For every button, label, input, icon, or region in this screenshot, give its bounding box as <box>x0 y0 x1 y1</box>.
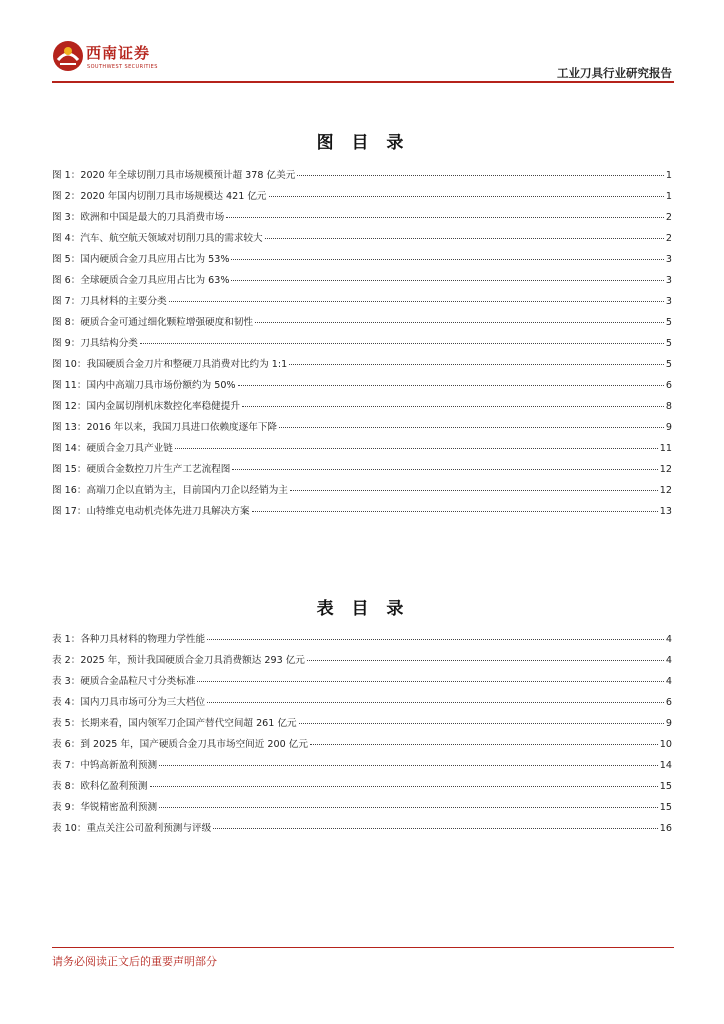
toc-entry[interactable] <box>52 251 672 272</box>
tables-toc-list <box>52 631 672 841</box>
toc-dot-leader <box>279 426 664 428</box>
toc-entry[interactable] <box>52 820 672 841</box>
toc-dot-leader <box>297 174 664 176</box>
toc-dot-leader <box>232 468 657 470</box>
toc-entry[interactable] <box>52 167 672 188</box>
toc-entry-page-number[interactable]: 4 <box>665 676 672 687</box>
toc-entry[interactable] <box>52 188 672 209</box>
toc-entry-page-number[interactable]: 12 <box>659 464 672 475</box>
toc-entry-page-number[interactable]: 9 <box>665 718 672 729</box>
toc-entry-page-number[interactable]: 2 <box>665 233 672 244</box>
toc-entry-page-number[interactable]: 4 <box>665 634 672 645</box>
toc-dot-leader <box>290 489 658 491</box>
toc-entry[interactable] <box>52 209 672 230</box>
toc-entry-page-number[interactable]: 10 <box>659 739 672 750</box>
toc-entry-label[interactable]: 图 8：硬质合金可通过细化颗粒增强硬度和韧性 <box>52 317 254 328</box>
toc-entry-label[interactable]: 表 5：长期来看，国内领军刀企国产替代空间超 261 亿元 <box>52 718 297 729</box>
toc-entry[interactable] <box>52 694 672 715</box>
toc-entry[interactable] <box>52 335 672 356</box>
toc-entry-label[interactable]: 表 8：欧科亿盈利预测 <box>52 781 148 792</box>
toc-entry-page-number[interactable]: 3 <box>665 296 672 307</box>
toc-entry-page-number[interactable]: 11 <box>659 443 672 454</box>
toc-dot-leader <box>299 722 664 724</box>
tables-toc-title: 表 目 录 <box>316 599 410 619</box>
toc-dot-leader <box>231 279 663 281</box>
toc-entry-page-number[interactable]: 12 <box>659 485 672 496</box>
toc-entry-page-number[interactable]: 3 <box>665 254 672 265</box>
toc-entry-label[interactable]: 图 10：我国硬质合金刀片和整硬刀具消费对比约为 1:1 <box>52 359 288 370</box>
toc-dot-leader <box>207 638 664 640</box>
toc-entry-page-number[interactable]: 2 <box>665 212 672 223</box>
toc-entry-page-number[interactable]: 5 <box>665 338 672 349</box>
toc-entry-label[interactable]: 表 2：2025 年，预计我国硬质合金刀具消费额达 293 亿元 <box>52 655 305 666</box>
toc-entry-label[interactable]: 图 2：2020 年国内切削刀具市场规模达 421 亿元 <box>52 191 267 202</box>
toc-entry-page-number[interactable]: 14 <box>659 760 672 771</box>
toc-dot-leader <box>269 195 664 197</box>
toc-dot-leader <box>226 216 664 218</box>
toc-entry-page-number[interactable]: 1 <box>665 191 672 202</box>
toc-entry[interactable] <box>52 778 672 799</box>
page-header <box>0 0 724 90</box>
toc-dot-leader <box>150 785 658 787</box>
toc-entry-label[interactable]: 图 15：硬质合金数控刀片生产工艺流程图 <box>52 464 231 475</box>
toc-dot-leader <box>175 447 658 449</box>
toc-entry[interactable] <box>52 398 672 419</box>
toc-entry-label[interactable]: 图 6：全球硬质合金刀具应用占比为 63% <box>52 275 230 286</box>
toc-entry[interactable] <box>52 419 672 440</box>
toc-entry[interactable] <box>52 293 672 314</box>
toc-entry[interactable] <box>52 631 672 652</box>
toc-entry-page-number[interactable]: 6 <box>665 697 672 708</box>
toc-entry[interactable] <box>52 757 672 778</box>
toc-entry[interactable] <box>52 314 672 335</box>
toc-entry[interactable] <box>52 377 672 398</box>
toc-entry-label[interactable]: 表 6：到 2025 年，国产硬质合金刀具市场空间近 200 亿元 <box>52 739 308 750</box>
logo-english-name: SOUTHWEST SECURITIES <box>87 64 158 70</box>
toc-dot-leader <box>213 827 658 829</box>
toc-entry-label[interactable]: 图 4：汽车、航空航天领域对切削刀具的需求较大 <box>52 233 263 244</box>
footer-disclaimer: 请务必阅读正文后的重要声明部分 <box>52 955 217 968</box>
toc-dot-leader <box>265 237 664 239</box>
toc-entry-label[interactable]: 表 1：各种刀具材料的物理力学性能 <box>52 634 206 645</box>
toc-entry-label[interactable]: 图 12：国内金属切削机床数控化率稳健提升 <box>52 401 240 412</box>
toc-entry-page-number[interactable]: 9 <box>665 422 672 433</box>
toc-dot-leader <box>159 806 658 808</box>
toc-entry[interactable] <box>52 503 672 524</box>
toc-dot-leader <box>307 659 664 661</box>
toc-entry-page-number[interactable]: 5 <box>665 359 672 370</box>
toc-entry-label[interactable]: 表 10：重点关注公司盈利预测与评级 <box>52 823 212 834</box>
toc-entry-label[interactable]: 图 17：山特维克电动机壳体先进刀具解决方案 <box>52 506 250 517</box>
toc-dot-leader <box>255 321 664 323</box>
figures-toc-title: 图 目 录 <box>316 133 410 153</box>
toc-entry-label[interactable]: 图 9：刀具结构分类 <box>52 338 138 349</box>
toc-dot-leader <box>140 342 664 344</box>
toc-entry[interactable] <box>52 799 672 820</box>
toc-dot-leader <box>310 743 658 745</box>
header-divider <box>52 81 674 83</box>
toc-entry-page-number[interactable]: 5 <box>665 317 672 328</box>
toc-dot-leader <box>231 258 663 260</box>
toc-entry-page-number[interactable]: 16 <box>659 823 672 834</box>
toc-entry-page-number[interactable]: 15 <box>659 781 672 792</box>
toc-entry-label[interactable]: 表 4：国内刀具市场可分为三大档位 <box>52 697 206 708</box>
toc-entry[interactable] <box>52 461 672 482</box>
toc-entry-label[interactable]: 图 7：刀具材料的主要分类 <box>52 296 167 307</box>
toc-entry[interactable] <box>52 652 672 673</box>
toc-entry-label[interactable]: 图 1：2020 年全球切削刀具市场规模预计超 378 亿美元 <box>52 170 296 181</box>
toc-entry[interactable] <box>52 272 672 293</box>
toc-entry[interactable] <box>52 736 672 757</box>
toc-entry-label[interactable]: 图 3：欧洲和中国是最大的刀具消费市场 <box>52 212 225 223</box>
toc-entry[interactable] <box>52 356 672 377</box>
toc-entry-page-number[interactable]: 3 <box>665 275 672 286</box>
report-type-title: 工业刀具行业研究报告 <box>557 66 672 80</box>
toc-entry-label[interactable]: 表 9：华锐精密盈利预测 <box>52 802 158 813</box>
logo-chinese-name: 西南证券 <box>86 44 151 62</box>
toc-entry-page-number[interactable]: 1 <box>665 170 672 181</box>
toc-dot-leader <box>289 363 664 365</box>
toc-dot-leader <box>238 384 664 386</box>
toc-entry-page-number[interactable]: 13 <box>659 506 672 517</box>
company-logo <box>52 40 162 76</box>
toc-entry-label[interactable]: 图 13：2016 年以来，我国刀具进口依赖度逐年下降 <box>52 422 278 433</box>
toc-entry[interactable] <box>52 440 672 461</box>
toc-dot-leader <box>169 300 664 302</box>
toc-entry[interactable] <box>52 482 672 503</box>
toc-entry-page-number[interactable]: 8 <box>665 401 672 412</box>
toc-entry-page-number[interactable]: 4 <box>665 655 672 666</box>
toc-entry[interactable] <box>52 715 672 736</box>
figures-toc-list <box>52 167 672 524</box>
toc-entry-label[interactable]: 表 7：中钨高新盈利预测 <box>52 760 158 771</box>
toc-entry-label[interactable]: 图 14：硬质合金刀具产业链 <box>52 443 173 454</box>
toc-dot-leader <box>207 701 664 703</box>
toc-entry-label[interactable]: 图 11：国内中高端刀具市场份额约为 50% <box>52 380 236 391</box>
toc-dot-leader <box>197 680 663 682</box>
toc-dot-leader <box>242 405 664 407</box>
toc-dot-leader <box>159 764 658 766</box>
toc-entry-label[interactable]: 图 16：高端刀企以直销为主，目前国内刀企以经销为主 <box>52 485 288 496</box>
toc-entry-page-number[interactable]: 6 <box>665 380 672 391</box>
toc-entry-page-number[interactable]: 15 <box>659 802 672 813</box>
toc-entry-label[interactable]: 表 3：硬质合金晶粒尺寸分类标准 <box>52 676 196 687</box>
toc-dot-leader <box>252 510 658 512</box>
toc-entry[interactable] <box>52 230 672 251</box>
toc-entry[interactable] <box>52 673 672 694</box>
logo-icon <box>52 40 84 72</box>
footer-divider <box>52 947 674 948</box>
toc-entry-label[interactable]: 图 5：国内硬质合金刀具应用占比为 53% <box>52 254 230 265</box>
